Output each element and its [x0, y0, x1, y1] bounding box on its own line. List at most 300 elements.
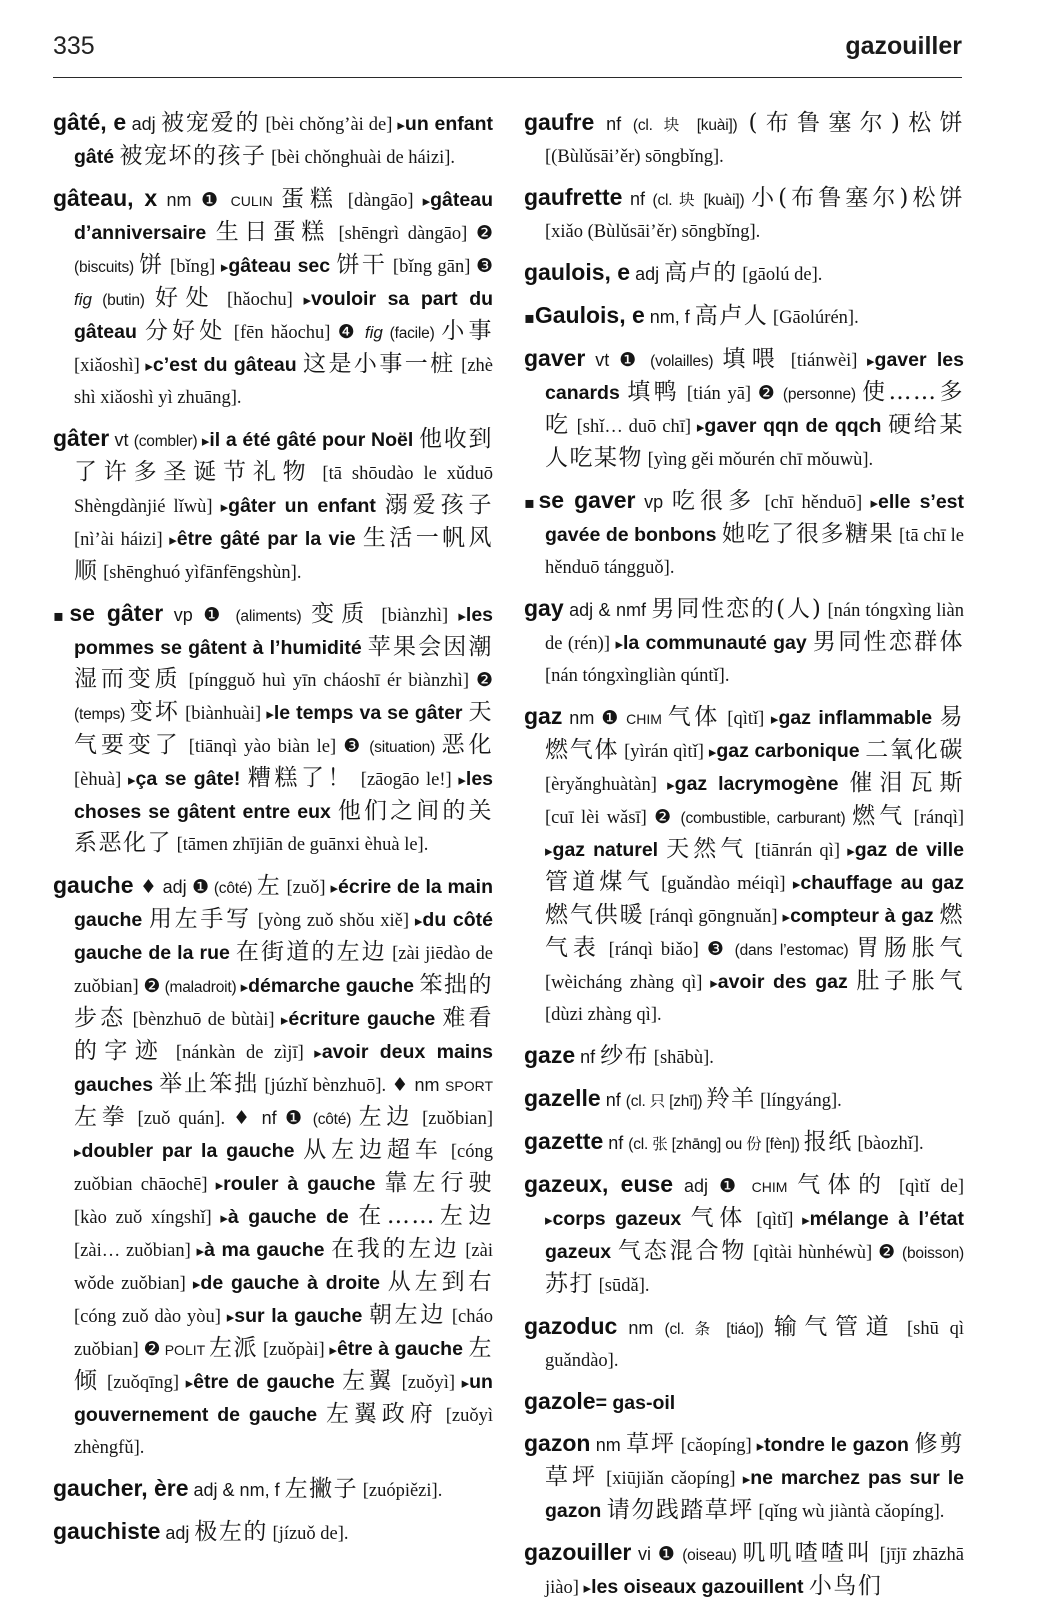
french-example: avoir deux mains gauches	[74, 1041, 493, 1096]
pinyin: [bǐng gān]	[387, 257, 476, 277]
dictionary-entry	[524, 257, 964, 291]
pinyin: [zhè shì xiǎoshì yì zhuāng].	[74, 356, 493, 408]
french-example: à ma gauche	[204, 1239, 332, 1261]
example-arrow-icon: ▸	[742, 1470, 751, 1488]
headword: gazole	[524, 1388, 596, 1414]
headword: gazoduc	[524, 1313, 618, 1339]
chinese-translation: 左翼政府	[325, 1401, 438, 1427]
example-arrow-icon: ▸	[696, 418, 705, 436]
chinese-translation: 他们之间的关系恶化了	[74, 798, 493, 856]
sense-number-icon: ❷	[143, 1338, 161, 1360]
french-example: ne marchez pas sur le gazon	[545, 1467, 964, 1522]
pinyin: [qìtài hùnhéwù]	[747, 1243, 879, 1263]
domain-label: CULIN	[222, 193, 281, 209]
french-example: gaz lacrymogène	[674, 773, 850, 795]
grammar-label: nm	[408, 1075, 446, 1095]
example-arrow-icon: ▸	[461, 1374, 470, 1392]
pinyin: [gāolú de].	[737, 265, 823, 285]
example-arrow-icon: ▸	[185, 1374, 194, 1392]
chinese-translation: 肚子胀气	[856, 968, 964, 994]
chinese-translation: 羚羊	[706, 1086, 756, 1112]
sense-gloss: (situation)	[362, 739, 442, 756]
sense-gloss: (maladroit)	[160, 979, 241, 996]
pinyin: [nì’ài háizi]	[74, 530, 170, 550]
chinese-translation: 左派	[208, 1335, 259, 1361]
french-example: gaz inflammable	[778, 707, 940, 729]
pinyin: [bèi chǒnghuài de háizi].	[266, 148, 456, 168]
pinyin: [bǐng]	[164, 257, 221, 277]
headword: gazette	[524, 1128, 604, 1154]
chinese-translation: 朝左边	[368, 1302, 447, 1328]
chinese-translation: 小(布鲁塞尔)松饼	[751, 185, 964, 211]
example-arrow-icon: ▸	[870, 494, 878, 512]
example-arrow-icon: ▸	[414, 912, 423, 930]
pinyin: [zuǒ quán].	[129, 1109, 234, 1129]
chinese-translation: 胃肠胀气	[855, 935, 964, 961]
french-example: c’est du gâteau	[152, 354, 304, 376]
pinyin: [zuǒ]	[281, 878, 331, 898]
chinese-translation: 靠左行驶	[384, 1170, 493, 1196]
chinese-translation: 举止笨拙	[159, 1071, 260, 1097]
example-arrow-icon: ▸	[770, 710, 779, 728]
pinyin: [bènzhuō de bùtài]	[126, 1010, 281, 1030]
grammar-label: adj & nm, f	[188, 1480, 285, 1500]
sense-number-icon: ❶	[619, 349, 642, 371]
pinyin: [(Bùlǔsāi’ěr) sōngbǐng].	[545, 147, 724, 167]
chinese-translation: 分好处	[144, 318, 227, 344]
sense-gloss: (côté)	[209, 880, 257, 897]
dictionary-entry	[53, 183, 493, 414]
french-example: les oiseaux gazouillent	[591, 1576, 809, 1598]
sense-gloss: (cl. 块 [kuài])	[632, 117, 749, 134]
pinyin: [zuǒyì]	[395, 1373, 462, 1393]
headword: gaufre	[524, 109, 595, 135]
chinese-translation: 填鸭	[627, 379, 681, 405]
dictionary-entry	[524, 1040, 964, 1074]
example-arrow-icon: ▸	[792, 875, 801, 893]
example-arrow-icon: ▸	[397, 116, 405, 134]
french-example: écriture gauche	[288, 1008, 443, 1030]
french-example: vouloir sa part du gâteau	[74, 288, 493, 343]
chinese-translation: 男同性恋群体	[812, 629, 964, 655]
chinese-translation: 极左的	[194, 1519, 268, 1545]
subentry-marker-icon: ▪	[524, 493, 539, 512]
headword: gazeux, euse	[524, 1171, 674, 1197]
register-label: fig	[357, 323, 383, 342]
french-example: de gauche à droite	[200, 1272, 388, 1294]
pinyin: [ránqì]	[906, 808, 964, 828]
french-example: un gouvernement de gauche	[74, 1371, 493, 1426]
sense-gloss: (aliments)	[225, 608, 312, 625]
chinese-translation: 小事	[441, 318, 493, 344]
chinese-translation: 好处	[154, 285, 217, 311]
headword: gâteau, x	[53, 185, 158, 211]
dictionary-entry	[524, 1386, 964, 1419]
dictionary-entry	[524, 1428, 964, 1528]
headword: gaz	[524, 703, 563, 729]
french-example: ça se gâte!	[135, 768, 248, 790]
chinese-translation: 这是小事一桩	[303, 351, 456, 377]
dictionary-entry	[524, 300, 964, 334]
pinyin: [zuǒyì zhèngfǔ].	[74, 1406, 493, 1458]
domain-label: CHIM	[620, 711, 668, 727]
pinyin: [yìrán qìtǐ]	[619, 742, 709, 762]
headword: gazon	[524, 1430, 591, 1456]
pinyin: [cóng zuǒbian chāochē]	[74, 1142, 493, 1195]
chinese-translation: 气体	[690, 1205, 748, 1231]
chinese-translation: 恶化	[441, 732, 493, 758]
dictionary-entry	[524, 1537, 964, 1604]
example-arrow-icon: ▸	[802, 1211, 810, 1229]
example-arrow-icon: ▸	[847, 842, 855, 860]
chinese-translation: 左翼	[342, 1368, 395, 1394]
grammar-label: nf	[622, 189, 653, 209]
headword: Gaulois, e	[534, 302, 645, 328]
pinyin: [jízuǒ de].	[267, 1524, 349, 1544]
page-header	[53, 28, 962, 78]
chinese-translation: 从左到右	[387, 1269, 493, 1295]
dictionary-entry	[53, 1473, 493, 1507]
grammar-label: adj	[630, 264, 665, 284]
pinyin: [zuǒqīng]	[100, 1373, 186, 1393]
french-example: gaz naturel	[552, 839, 667, 861]
chinese-translation: 左拳	[74, 1104, 130, 1130]
chinese-translation: 在我的左边	[331, 1236, 460, 1262]
dictionary-entry	[524, 343, 964, 476]
sense-number-icon: ❶	[284, 1107, 306, 1129]
domain-label: POLIT	[160, 1342, 209, 1358]
example-arrow-icon: ▸	[303, 291, 312, 309]
pinyin: [zuópiězi].	[358, 1481, 443, 1501]
dictionary-entry	[53, 107, 493, 174]
example-arrow-icon: ▸	[196, 1242, 205, 1260]
chinese-translation: 催泪瓦斯	[849, 770, 964, 796]
pinyin: [ránqì gōngnuǎn]	[644, 907, 783, 927]
french-example: il a été gâté pour Noël	[209, 429, 419, 451]
pinyin: [júzhǐ bènzhuō].	[259, 1076, 392, 1096]
chinese-translation: 饼	[139, 252, 165, 278]
sense-number-icon: ❶	[192, 876, 210, 898]
headword: gaucher, ère	[53, 1475, 189, 1501]
chinese-translation: 叽叽喳喳叫	[742, 1540, 874, 1566]
chinese-translation: 天气要变了	[74, 699, 493, 758]
pinyin: [bèi chǒng’ài de]	[260, 115, 398, 135]
sense-number-icon: ❷	[475, 222, 493, 244]
dictionary-entry	[53, 423, 493, 589]
sense-gloss: (temps)	[74, 706, 130, 723]
chinese-translation: 小鸟们	[808, 1573, 883, 1599]
grammar-label: nm, f	[644, 307, 695, 327]
dictionary-entry	[53, 870, 493, 1464]
left-column	[53, 107, 493, 1607]
chinese-translation: 吃很多	[671, 488, 757, 514]
example-arrow-icon: ▸	[583, 1579, 592, 1597]
headword: gaulois, e	[524, 259, 631, 285]
sense-number-icon: ❶	[203, 604, 226, 626]
dictionary-entry	[53, 1516, 493, 1550]
headword: gazelle	[524, 1085, 601, 1111]
grammar-label: adj & nmf	[563, 600, 652, 620]
pinyin: [tián yā]	[680, 384, 758, 404]
pinyin: [cuī lèi wǎsī]	[545, 808, 655, 828]
pos-divider-icon: ♦	[233, 1107, 254, 1129]
pinyin: [yìng gěi mǒurén chī mǒuwù].	[643, 450, 874, 470]
pos-divider-icon: ♦	[133, 876, 158, 898]
dictionary-entry	[53, 598, 493, 861]
example-arrow-icon: ▸	[782, 908, 791, 926]
french-example: sur la gauche	[234, 1305, 369, 1327]
example-arrow-icon: ▸	[192, 1275, 201, 1293]
sense-number-icon: ❷	[878, 1241, 897, 1263]
headword: gaufrette	[524, 184, 623, 210]
example-arrow-icon: ▸	[615, 635, 623, 653]
pinyin: [zài… zuǒbian]	[74, 1241, 197, 1261]
sense-gloss: (côté)	[305, 1111, 359, 1128]
grammar-label: vt	[585, 350, 620, 370]
pinyin: [cóng zuǒ dào yòu]	[74, 1307, 227, 1327]
grammar-label: adj	[157, 877, 192, 897]
example-arrow-icon: ▸	[280, 1011, 289, 1029]
sense-number-icon: ❷	[757, 382, 777, 404]
french-example: la communauté gay	[622, 632, 813, 654]
french-example: le temps va se gâter	[273, 702, 469, 724]
french-example: démarche gauche	[248, 975, 420, 997]
pinyin: [shēnghuó yìfānfēngshùn].	[98, 563, 302, 583]
headword: se gâter	[69, 600, 164, 626]
sense-gloss: (combustible, carburant)	[673, 810, 853, 827]
chinese-translation: 饼干	[336, 252, 388, 278]
french-example: les choses se gâtent entre eux	[74, 768, 493, 823]
chinese-translation: 左倾	[74, 1335, 493, 1394]
grammar-label: nf	[253, 1108, 285, 1128]
example-arrow-icon: ▸	[215, 1176, 224, 1194]
grammar-label: adj	[160, 1523, 195, 1543]
pinyin: [qìtǐ]	[747, 1210, 803, 1230]
chinese-translation: 易燃气体	[545, 704, 964, 763]
example-arrow-icon: ▸	[330, 879, 339, 897]
headword: gay	[524, 595, 564, 621]
chinese-translation: 蛋糕	[280, 186, 339, 212]
pinyin: [nánkàn de zìjī]	[165, 1043, 315, 1063]
pinyin: [biànzhì]	[371, 606, 459, 626]
dictionary-entry	[524, 1169, 964, 1302]
pinyin: [yòng zuǒ shǒu xiě]	[251, 911, 415, 931]
chinese-translation: 生日蛋糕	[215, 219, 330, 245]
chinese-translation: 生活一帆风顺	[74, 525, 493, 584]
subentry-marker-icon: ▪	[524, 308, 535, 327]
sense-gloss: (facile)	[382, 325, 442, 342]
pinyin: [èryǎnghuàtàn]	[545, 775, 668, 795]
french-example: elle s’est gavée de bonbons	[545, 491, 964, 546]
grammar-label: vi	[631, 1544, 658, 1564]
chinese-translation: 从左边超车	[303, 1137, 443, 1163]
pinyin: [èhuà]	[74, 770, 128, 790]
example-arrow-icon: ▸	[458, 771, 466, 789]
example-arrow-icon: ▸	[240, 978, 249, 996]
example-arrow-icon: ▸	[145, 357, 153, 375]
french-example: à gauche de	[227, 1206, 359, 1228]
pinyin: [chī hěnduō]	[756, 493, 871, 513]
example-arrow-icon: ▸	[867, 352, 875, 370]
french-example: tondre le gazon	[764, 1434, 915, 1456]
example-arrow-icon: ▸	[314, 1044, 322, 1062]
dictionary-entry	[524, 1083, 964, 1117]
example-arrow-icon: ▸	[226, 1308, 235, 1326]
pinyin: [nán tóngxìngliàn qúntǐ].	[545, 666, 730, 686]
chinese-translation: 苏打	[545, 1271, 594, 1297]
example-arrow-icon: ▸	[220, 1209, 228, 1227]
pinyin: [zuǒpài]	[258, 1340, 330, 1360]
chinese-translation: 燃气	[852, 803, 907, 829]
sense-gloss: (cl. 条 [tiáo])	[664, 1321, 774, 1338]
example-arrow-icon: ▸	[169, 531, 177, 549]
chinese-translation: 管道煤气	[545, 869, 654, 895]
chinese-translation: 左撇子	[284, 1476, 359, 1502]
pinyin: [shǐ… duō chī]	[570, 417, 697, 437]
chinese-translation: 纱布	[600, 1043, 650, 1069]
page-number: 335	[53, 32, 95, 60]
sense-number-icon: ❸	[343, 735, 363, 757]
sense-gloss: (cl. 只 [zhī])	[625, 1093, 707, 1110]
french-example: avoir des gaz	[717, 971, 857, 993]
grammar-label: nf	[600, 1090, 626, 1110]
domain-label: CHIM	[741, 1179, 798, 1195]
pinyin: [píngguǒ huì yīn cháoshī ér biànzhì]	[181, 671, 476, 691]
dictionary-entry	[524, 701, 964, 1031]
chinese-translation: 填喂	[722, 346, 782, 372]
example-arrow-icon: ▸	[201, 432, 210, 450]
sense-gloss: (dans l’estomac)	[727, 942, 856, 959]
register-label: fig	[74, 290, 92, 309]
example-arrow-icon: ▸	[545, 842, 553, 860]
pinyin: [guǎndào méiqì]	[653, 874, 793, 894]
pinyin: [shābù].	[649, 1048, 714, 1068]
sense-gloss: (biscuits)	[74, 259, 140, 276]
pinyin: [xiūjiǎn cǎopíng]	[599, 1469, 743, 1489]
pinyin: [tiānrán qì]	[747, 841, 848, 861]
chinese-translation: 难看的字迹	[74, 1005, 493, 1064]
right-column	[524, 107, 964, 1607]
chinese-translation: 在……左边	[358, 1203, 493, 1229]
french-example: gaver les canards	[545, 349, 964, 404]
pinyin: [kào zuǒ xíngshǐ]	[74, 1208, 221, 1228]
grammar-label: nm	[157, 190, 201, 210]
example-arrow-icon: ▸	[266, 705, 274, 723]
french-example: chauffage au gaz	[800, 872, 964, 894]
chinese-translation: 气态混合物	[617, 1238, 748, 1264]
pinyin: [nán tóngxìng liàn de (rén)]	[545, 601, 964, 654]
sense-number-icon: ❹	[337, 321, 358, 343]
french-example: être à gauche	[336, 1338, 469, 1360]
grammar-label: adj	[673, 1176, 719, 1196]
chinese-translation: 气体的	[797, 1172, 889, 1198]
pinyin: [língyáng].	[755, 1091, 842, 1111]
pinyin: [qìtǐ de]	[888, 1177, 964, 1197]
running-head: gazouiller	[845, 32, 962, 60]
grammar-label: nm	[562, 708, 602, 728]
dictionary-entry	[524, 107, 964, 173]
headword: gâté, e	[53, 109, 127, 135]
french-example: rouler à gauche	[223, 1173, 385, 1195]
example-arrow-icon: ▸	[220, 258, 229, 276]
sense-gloss: (volailles)	[641, 353, 723, 370]
subentry-marker-icon: ▪	[53, 606, 70, 625]
sense-gloss: (boisson)	[896, 1245, 964, 1262]
pinyin: [biànhuài]	[179, 704, 267, 724]
pinyin: [tā shōudào le xǔduō Shèngdànjié lǐwù]	[74, 464, 493, 517]
chinese-translation: 她吃了很多糖果	[721, 521, 895, 547]
chinese-translation: 被宠爱的	[160, 110, 261, 136]
pinyin: [xiǎoshì]	[74, 356, 146, 376]
chinese-translation: 在街道的左边	[235, 939, 387, 965]
french-example: gâteau d’anniversaire	[74, 189, 493, 244]
sense-number-icon: ❸	[475, 255, 493, 277]
french-example: corps gazeux	[552, 1208, 691, 1230]
chinese-translation: 输气管道	[773, 1314, 897, 1340]
example-arrow-icon: ▸	[667, 776, 675, 794]
chinese-translation: 修剪草坪	[545, 1431, 964, 1490]
grammar-label: nf	[603, 1133, 629, 1153]
example-arrow-icon: ▸	[710, 974, 718, 992]
pinyin: [zài jiēdào de zuǒbian]	[74, 944, 493, 997]
chinese-translation: 他收到了许多圣诞节礼物	[74, 426, 493, 485]
french-example: être de gauche	[193, 1371, 343, 1393]
pinyin: [cǎopíng]	[675, 1436, 757, 1456]
pinyin: [hǎochu]	[216, 290, 304, 310]
french-example: gâteau sec	[228, 255, 337, 277]
chinese-translation: 左边	[358, 1104, 415, 1130]
headword: gaver	[524, 345, 586, 371]
sense-gloss: (personne)	[776, 386, 862, 403]
example-arrow-icon: ▸	[708, 743, 717, 761]
grammar-label: vp	[163, 605, 204, 625]
pinyin: [zài wǒde zuǒbian]	[74, 1241, 493, 1294]
sense-gloss: (cl. 张 [zhāng] ou 份 [fèn])	[628, 1136, 804, 1153]
chinese-translation: 燃气供暖	[545, 902, 645, 928]
example-arrow-icon: ▸	[458, 607, 466, 625]
pinyin: [tiānqì yào biàn le]	[181, 737, 344, 757]
chinese-translation: 二氧化碳	[865, 737, 964, 763]
pinyin: [qǐng wù jiàntà cǎopíng].	[753, 1502, 945, 1522]
sense-gloss: (oiseau)	[676, 1547, 743, 1564]
pinyin: [shū qì guǎndào].	[545, 1319, 964, 1371]
grammar-label: vp	[635, 492, 672, 512]
pinyin: [tāmen zhījiān de guānxi èhuà le].	[172, 835, 429, 855]
chinese-translation: 天然气	[666, 836, 748, 862]
pinyin: [dùzi zhàng qì].	[545, 1005, 662, 1025]
example-arrow-icon: ▸	[545, 1211, 553, 1229]
chinese-translation: 男同性恋的(人)	[651, 596, 823, 622]
pinyin: [bàozhǐ].	[852, 1134, 924, 1154]
chinese-translation: 溺爱孩子	[384, 492, 493, 518]
french-example: un enfant gâté	[74, 113, 493, 168]
sense-gloss: (butin)	[91, 292, 155, 309]
example-arrow-icon: ▸	[756, 1437, 765, 1455]
french-example: = gas-oil	[595, 1392, 676, 1414]
sense-number-icon: ❷	[475, 669, 493, 691]
headword: gauchiste	[53, 1518, 161, 1544]
pinyin: [shēngrì dàngāo]	[329, 224, 476, 244]
example-arrow-icon: ▸	[220, 498, 229, 516]
sense-number-icon: ❶	[601, 707, 621, 729]
french-example: gâter un enfant	[228, 495, 385, 517]
headword: gazouiller	[524, 1539, 632, 1565]
chinese-translation: 硬给某人吃某物	[545, 412, 964, 471]
chinese-translation: 使……多吃	[545, 379, 964, 438]
dictionary-entry	[524, 1126, 964, 1160]
pinyin: [dàngāo]	[338, 191, 423, 211]
chinese-translation: 请勿践踏草坪	[606, 1497, 754, 1523]
